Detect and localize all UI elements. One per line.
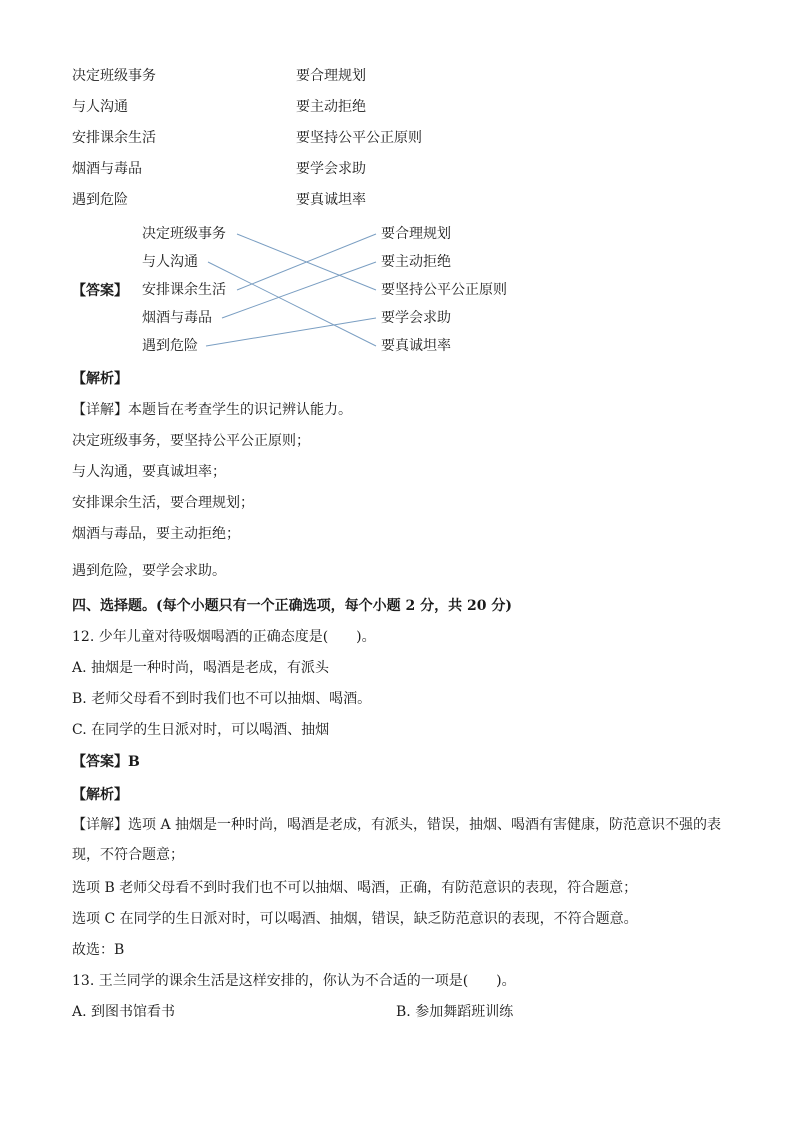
q12-analysis-line: 选项 B 老师父母看不到时我们也不可以抽烟、喝酒，正确，有防范意识的表现，符合题意； [72, 880, 638, 896]
analysis-line: 遇到危险，要学会求助。 [72, 563, 226, 579]
q13-option-b: B. 参加舞蹈班训练 [396, 1004, 514, 1020]
q13-option-a: A. 到图书馆看书 [72, 1004, 176, 1020]
matching-right-item: 要学会求助 [296, 161, 366, 177]
answer-left-item: 与人沟通 [142, 254, 198, 270]
answer-right-item: 要主动拒绝 [381, 254, 451, 270]
answer-label: 【答案】 [72, 283, 128, 299]
answer-right-item: 要坚持公平公正原则 [381, 282, 507, 298]
section-title: 四、选择题。(每个小题只有一个正确选项，每个小题 2 分，共 20 分) [72, 598, 512, 614]
answer-right-item: 要学会求助 [381, 310, 451, 326]
matching-right-item: 要主动拒绝 [296, 99, 366, 115]
q12-analysis-line: 现，不符合题意； [72, 847, 184, 863]
q12-stem: 12. 少年儿童对待吸烟喝酒的正确态度是( )。 [72, 629, 376, 645]
q12-analysis-line: 【详解】选项 A 抽烟是一种时尚，喝酒是老成，有派头，错误，抽烟、喝酒有害健康，防范意识不强的表 [72, 817, 722, 833]
q12-option-a: A. 抽烟是一种时尚，喝酒是老成，有派头 [72, 660, 330, 676]
answer-right-item: 要合理规划 [381, 226, 451, 242]
q12-analysis-line: 故选：B [72, 942, 125, 958]
q12-option-c: C. 在同学的生日派对时，可以喝酒、抽烟 [72, 722, 330, 738]
answer-left-item: 烟酒与毒品 [142, 310, 212, 326]
q12-answer: 【答案】B [72, 754, 140, 770]
analysis-line: 决定班级事务，要坚持公平公正原则； [72, 433, 310, 449]
answer-left-item: 遇到危险 [142, 338, 198, 354]
analysis-heading: 【解析】 [72, 371, 128, 387]
matching-left-item: 与人沟通 [72, 99, 128, 115]
analysis-line: 安排课余生活，要合理规划； [72, 495, 254, 511]
matching-left-item: 决定班级事务 [72, 68, 156, 84]
q12-option-b: B. 老师父母看不到时我们也不可以抽烟、喝酒。 [72, 691, 372, 707]
matching-left-item: 遇到危险 [72, 192, 128, 208]
matching-right-item: 要合理规划 [296, 68, 366, 84]
connection-line [208, 262, 376, 346]
connection-line [206, 318, 376, 346]
analysis-line: 烟酒与毒品，要主动拒绝； [72, 526, 240, 542]
matching-right-item: 要坚持公平公正原则 [296, 130, 422, 146]
matching-left-item: 烟酒与毒品 [72, 161, 142, 177]
matching-right-item: 要真诚坦率 [296, 192, 366, 208]
connection-lines [0, 0, 794, 400]
q12-analysis-line: 选项 C 在同学的生日派对时，可以喝酒、抽烟，错误，缺乏防范意识的表现，不符合题意。 [72, 911, 638, 927]
answer-right-item: 要真诚坦率 [381, 338, 451, 354]
answer-left-item: 决定班级事务 [142, 226, 226, 242]
q13-stem: 13. 王兰同学的课余生活是这样安排的，你认为不合适的一项是( )。 [72, 973, 516, 989]
analysis-line: 【详解】本题旨在考查学生的识记辨认能力。 [72, 402, 352, 418]
analysis-line: 与人沟通，要真诚坦率； [72, 464, 226, 480]
answer-left-item: 安排课余生活 [142, 282, 226, 298]
matching-left-item: 安排课余生活 [72, 130, 156, 146]
q12-analysis-heading: 【解析】 [72, 787, 128, 803]
connection-line [222, 262, 376, 318]
